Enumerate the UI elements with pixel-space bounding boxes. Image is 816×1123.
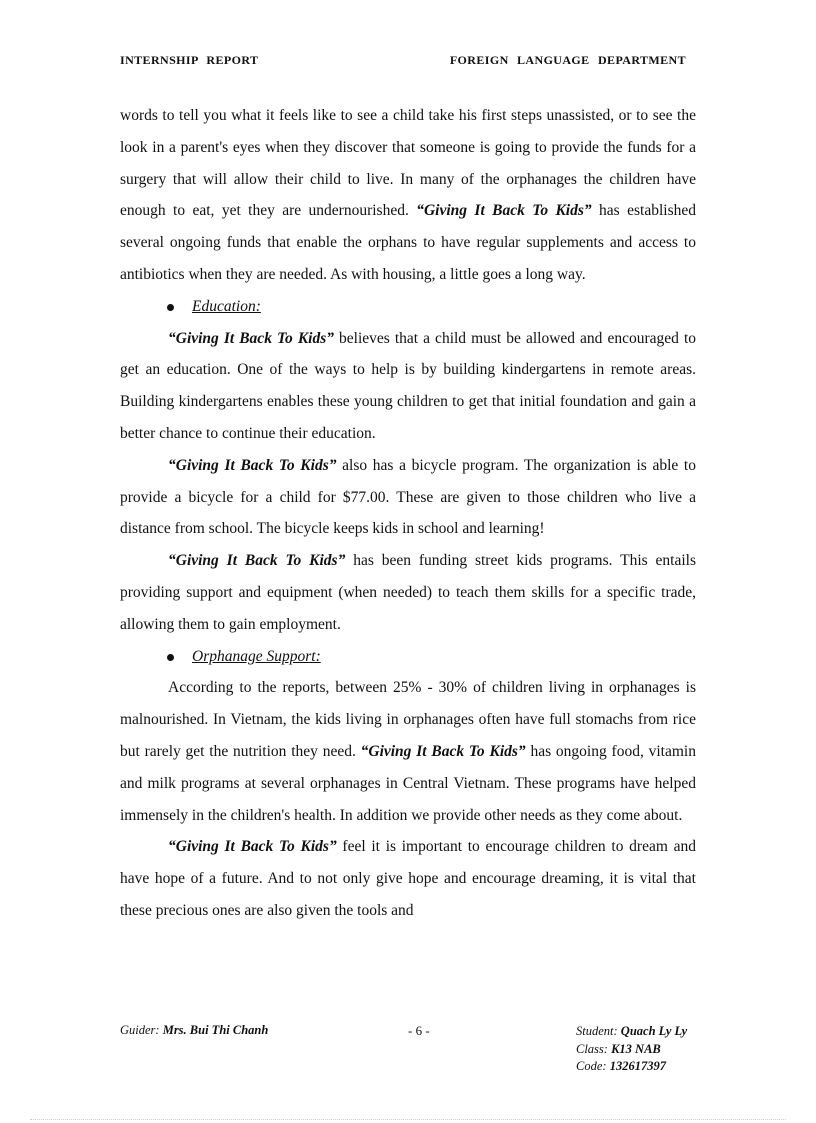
page-header: [120, 53, 686, 69]
paragraph-text: believes that a child must be allowed and encouraged to get an education. One of the ways to help is by building kindergartens in remote areas. Building kindergartens enables these young children to get that initial foundation and gain a better chance to continue their education.: [120, 329, 696, 442]
bullet-heading-orphanage-support: [120, 641, 696, 673]
document-body: [120, 100, 696, 927]
page-footer: [120, 1023, 696, 1083]
student-label: Student:: [576, 1024, 621, 1038]
guider-label: Guider:: [120, 1023, 163, 1037]
paragraph-hope: [120, 831, 696, 926]
paragraph-text: also has a bicycle program. The organization is able to provide a bicycle for a child for $77.00. These are given to those children who live a distance from school. The bicycle keeps kids in school and learning!: [120, 456, 696, 538]
code-line: [576, 1058, 687, 1076]
section-heading: Orphanage Support:: [192, 647, 321, 665]
paragraph-text: has ongoing food, vitamin and milk programs at several orphanages in Central Vietnam. These programs have helped immensely in the children's health. In addition we provide other needs as they come about.: [120, 742, 696, 824]
paragraph-text: has established several ongoing funds that enable the orphans to have regular supplements and access to antibiotics when they are needed. As with housing, a little goes a long way.: [120, 202, 696, 283]
guider-name: Mrs. Bui Thi Chanh: [162, 1023, 269, 1037]
student-name: Quach Ly Ly: [620, 1024, 688, 1038]
paragraph-text: According to the reports, between 25% - 30% of children living in orphanages is malnourished. In Vietnam, the kids living in orphanages often have full stomachs from rice but rarely get the nutrition they need.: [120, 679, 696, 760]
bullet-dot-icon: [167, 654, 174, 661]
section-heading: Education:: [192, 297, 261, 315]
footer-guider: [120, 1023, 268, 1038]
organization-name: “Giving It Back To Kids”: [168, 552, 346, 570]
paragraph-text: words to tell you what it feels like to see a child take his first steps unassisted, or to see the look in a parent's eyes when they discover that someone is going to provide the funds for a surgery that will allow their child to live. In many of the orphanages the children have enough to eat, yet they are undernourished.: [120, 107, 696, 220]
student-line: [576, 1023, 687, 1041]
organization-name: “Giving It Back To Kids”: [168, 838, 337, 856]
paragraph-text: has been funding street kids programs. This entails providing support and equipment (when needed) to teach them skills for a specific trade, allowing them to gain employment.: [120, 552, 696, 633]
paragraph-continuation: [120, 100, 696, 291]
organization-name: “Giving It Back To Kids”: [168, 329, 334, 347]
bullet-dot-icon: [167, 304, 174, 311]
class-label: Class:: [576, 1041, 612, 1056]
footer-student-info: [576, 1023, 687, 1076]
paragraph-text: feel it is important to encourage children to dream and have hope of a future. And to not only give hope and encourage dreaming, it is vital that these precious ones are also given the tools and: [120, 838, 696, 919]
header-right-title: FOREIGN LANGUAGE DEPARTMENT: [449, 53, 686, 67]
organization-name: “Giving It Back To Kids”: [360, 742, 526, 760]
page-bottom-divider: [30, 1119, 786, 1120]
organization-name: “Giving It Back To Kids”: [168, 456, 337, 474]
paragraph-bicycle-program: [120, 450, 696, 545]
class-line: [576, 1041, 687, 1059]
bullet-heading-education: [120, 291, 696, 323]
code-value: 132617397: [609, 1059, 666, 1073]
header-left-title: INTERNSHIP REPORT: [120, 53, 259, 67]
code-label: Code:: [576, 1059, 610, 1073]
paragraph-street-kids: [120, 545, 696, 640]
paragraph-education: [120, 323, 696, 450]
paragraph-orphanage-support: [120, 672, 696, 831]
class-value: K13 NAB: [611, 1041, 661, 1056]
organization-name: “Giving It Back To Kids”: [416, 202, 592, 220]
page-number: - 6 -: [408, 1023, 430, 1038]
